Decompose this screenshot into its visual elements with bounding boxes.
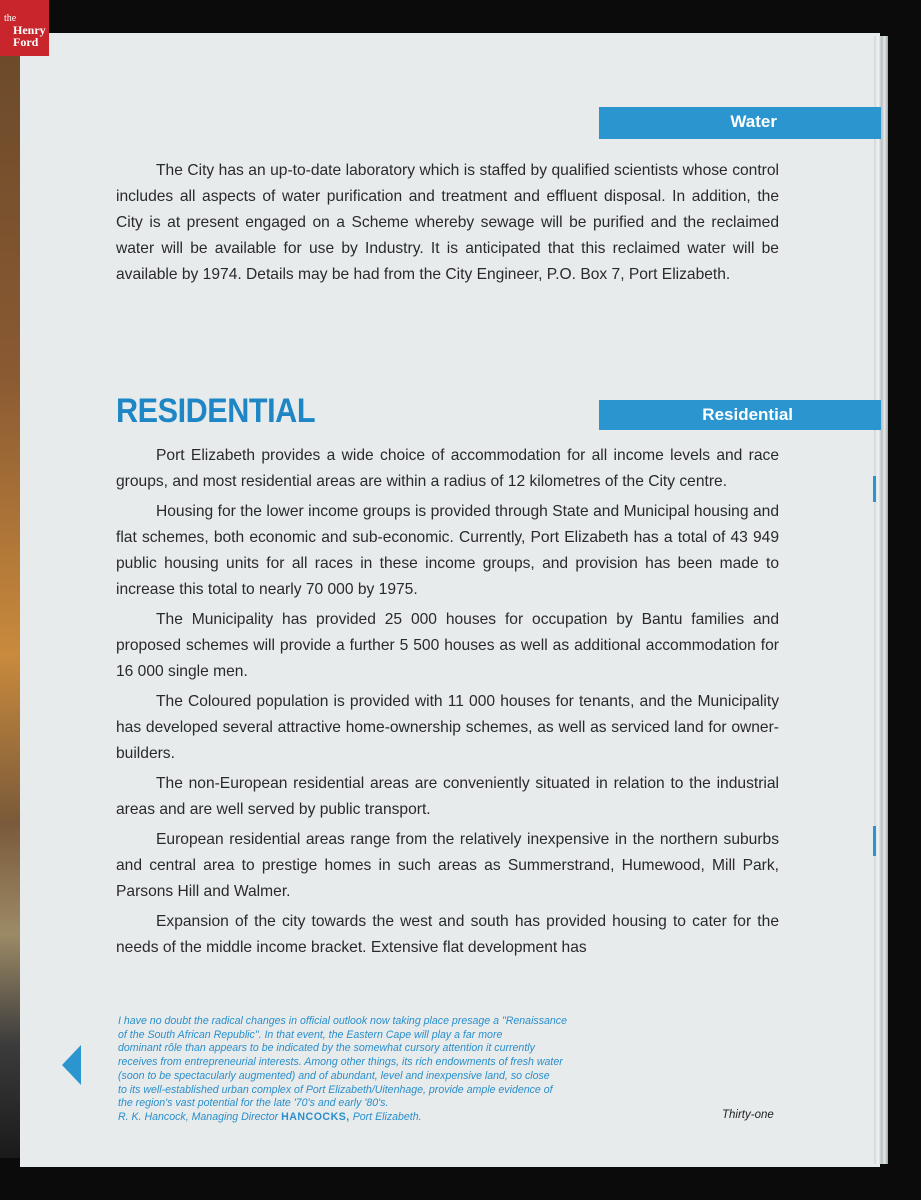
quote-line: the region's vast potential for the late '70's and early '80's.: [118, 1097, 389, 1110]
section-tab-residential: [599, 400, 881, 430]
paragraph: Port Elizabeth provides a wide choice of accommodation for all income levels and race groups, and most residential areas are within a radius of 12 kilometres of the City centre.: [116, 447, 779, 490]
paragraph: The Municipality has provided 25 000 houses for occupation by Bantu families and proposed schemes will provide a further 5 500 houses as well as additional accommodation for 16 000 single men.: [116, 611, 779, 680]
attribution-suffix: Port Elizabeth.: [349, 1110, 422, 1123]
quote-line: I have no doubt the radical changes in official outlook now taking place presage a "Renaissance: [118, 1015, 567, 1027]
quote-line: to its well-established urban complex of Port Elizabeth/Uitenhage, provide ample evidence of: [118, 1083, 553, 1096]
henry-ford-logo: [0, 0, 49, 56]
logo-henry: Henry: [13, 23, 46, 37]
paragraph: The non-European residential areas are conveniently situated in relation to the industrial areas and are well served by public transport.: [116, 775, 779, 818]
water-section-text: [116, 158, 779, 292]
attribution-prefix: R. K. Hancock, Managing Director: [118, 1110, 282, 1123]
page-stack-edge: [874, 36, 888, 1164]
paragraph: Expansion of the city towards the west and south has provided housing to cater for the needs of the middle income bracket. Extensive flat development has: [116, 913, 779, 956]
quote-line: of the South African Republic". In that event, the Eastern Cape will play a far more: [118, 1028, 503, 1041]
left-arrow-icon: [62, 1045, 81, 1085]
paragraph: Housing for the lower income groups is provided through State and Municipal housing and flat schemes, both economic and sub-economic. Currently, Port Elizabeth has a total of 43 949 public housing units for all races in these income groups, and provision has been made to increase this total to nearly 70 000 by 1975.: [116, 503, 779, 598]
quote-line: (soon to be spectacularly augmented) and of abundant, level and inexpensive land, so close: [118, 1069, 550, 1082]
edge-index-mark: [873, 476, 876, 502]
adjacent-page-edge: [0, 40, 22, 1158]
section-tab-residential-label: Residential: [702, 405, 793, 424]
edge-index-mark: [873, 826, 876, 856]
quote-line: receives from entrepreneurial interests. Among other things, its rich endowments of fresh water: [118, 1056, 563, 1069]
attribution-brand: HANCOCKS,: [281, 1110, 350, 1123]
section-heading: RESIDENTIAL: [116, 392, 316, 430]
logo-the: the: [4, 13, 17, 24]
pull-quote: [118, 1015, 678, 1125]
quote-attribution: [118, 1111, 678, 1125]
quote-line: dominant rôle than appears to be indicated by the somewhat cursory attention it currently: [118, 1042, 535, 1055]
section-tab-water-label: Water: [730, 112, 777, 131]
section-tab-water: [599, 107, 881, 139]
logo-ford: Ford: [13, 35, 39, 49]
residential-section-text: [116, 443, 779, 965]
paragraph: European residential areas range from the relatively inexpensive in the northern suburbs and central area to prestige homes in such areas as Summerstrand, Humewood, Mill Park, Parsons Hill and Walmer.: [116, 831, 779, 900]
page-number: Thirty-one: [722, 1109, 774, 1121]
paragraph: The City has an up-to-date laboratory which is staffed by qualified scientists whose control includes all aspects of water purification and treatment and effluent disposal. In addition, the City is at present engaged on a Scheme whereby sewage will be purified and the reclaimed water will be available for use by Industry. It is anticipated that this reclaimed water will be available by 1974. Details may be had from the City Engineer, P.O. Box 7, Port Elizabeth.: [116, 162, 779, 283]
paragraph: The Coloured population is provided with 11 000 houses for tenants, and the Municipality has developed several attractive home-ownership schemes, as well as serviced land for owner-builders.: [116, 693, 779, 762]
